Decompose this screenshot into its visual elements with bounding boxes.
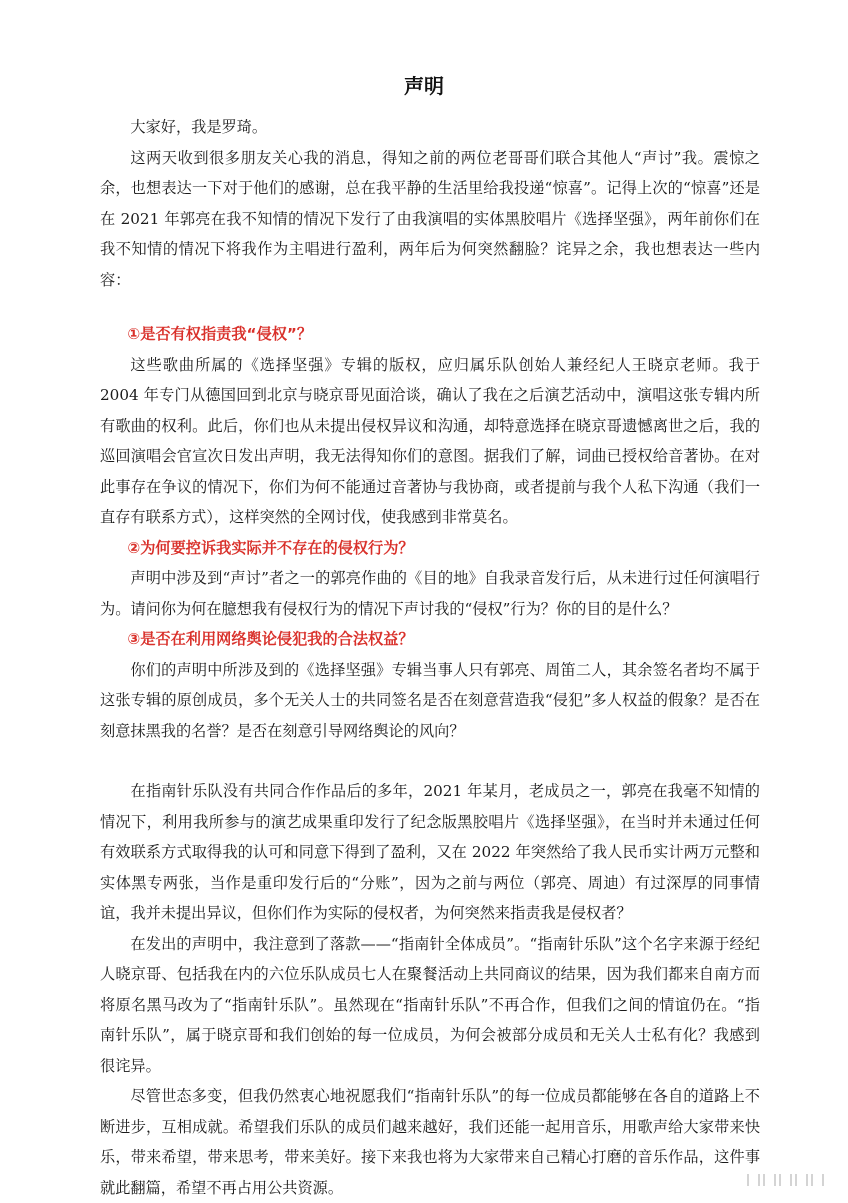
intro-paragraph: 这两天收到很多朋友关心我的消息，得知之前的两位老哥哥们联合其他人“声讨”我。震惊之余，也想表达一下对于他们的感谢，总在我平静的生活里给我投递“惊喜”。记得上次的“惊喜”还是在 2021 年郭亮在我不知情的情况下发行了由我演唱的实体黑胶唱片《选择坚强》，两年前你们在我不知情的情况下将我作为主唱进行盈利，两年后为何突然翻脸？诧异之余，我也想表达一些内容： <box>100 148 760 289</box>
section-spacer <box>100 295 760 319</box>
section-body-3: 你们的声明中所涉及到的《选择坚强》专辑当事人只有郭亮、周笛二人，其余签名者均不属于这张专辑的原创成员，多个无关人士的共同签名是否在刻意营造我“侵犯”多人权益的假象？是否在刻意抹黑我的名誉？是否在刻意引导网络舆论的风向？ <box>100 660 760 740</box>
greeting-paragraph: 大家好，我是罗琦。 <box>130 118 268 136</box>
watermark-bar <box>795 1174 808 1186</box>
closing-paragraph-3: 尽管世态多变，但我仍然衷心地祝愿我们“指南针乐队”的每一位成员都能够在各自的道路上不断进步，互相成就。希望我们乐队的成员们越来越好，我们还能一起用音乐，用歌声给大家带来快乐，带来希望，带来思考，带来美好。接下来我也将为大家带来自己精心打磨的音乐作品，这件事就此翻篇，希望不再占用公共资源。 <box>100 1087 760 1197</box>
page-title: 声明 <box>404 74 444 98</box>
section-body-1: 这些歌曲所属的《选择坚强》专辑的版权，应归属乐队创始人兼经纪人王晓京老师。我于 2004 年专门从德国回到北京与晓京哥见面洽谈，确认了我在之后演艺活动中，演唱这张专辑内所有歌曲的权利。此后，你们也从未提出侵权异议和沟通，却特意选择在晓京哥遗憾离世之后，我的巡回演唱会官宣次日发出声明，我无法得知你们的意图。据我们了解，词曲已授权给音著协。在对此事存在争议的情况下，你们为何不能通过音著协与我协商，或者提前与我个人私下沟通（我们一直存有联系方式），这样突然的全网讨伐，使我感到非常莫名。 <box>100 355 760 526</box>
watermark-bar <box>779 1174 792 1186</box>
section-body-2: 声明中涉及到“声讨”者之一的郭亮作曲的《目的地》自我录音发行后，从未进行过任何演唱行为。请问你为何在臆想我有侵权行为的情况下声讨我的“侵权”行为？你的目的是什么？ <box>100 569 760 618</box>
watermark-bar <box>763 1174 776 1186</box>
watermark-bar <box>811 1174 824 1186</box>
closing-paragraph-1: 在指南针乐队没有共同合作作品后的多年，2021 年某月，老成员之一，郭亮在我毫不知情的情况下，利用我所参与的演艺成果重印发行了纪念版黑胶唱片《选择坚强》，在当时并未通过任何有效联系方式取得我的认可和同意下得到了盈利，又在 2022 年突然给了我人民币实计两万元整和实体黑专两张，当作是重印发行后的“分账”，因为之前与两位（郭亮、周迪）有过深厚的同事情谊，我并未提出异议，但你们作为实际的侵权者，为何突然来指责我是侵权者？ <box>100 782 760 922</box>
watermark-mark <box>747 1174 824 1186</box>
section-heading-3: ③是否在利用网络舆论侵犯我的合法权益？ <box>127 630 414 648</box>
section-spacer <box>100 746 760 776</box>
section-heading-2: ②为何要控诉我实际并不存在的侵权行为？ <box>127 538 414 557</box>
watermark-bar <box>747 1174 760 1186</box>
document-body <box>100 112 760 1203</box>
section-heading-1: ①是否有权指责我“侵权”？ <box>127 325 313 343</box>
closing-paragraph-2: 在发出的声明中，我注意到了落款——“指南针全体成员”。“指南针乐队”这个名字来源于经纪人晓京哥、包括我在内的六位乐队成员七人在聚餐活动上共同商议的结果，因为我们都来自南方而将原名黑马改为了“指南针乐队”。虽然现在“指南针乐队”不再合作，但我们之间的情谊仍在。“指南针乐队”，属于晓京哥和我们创始的每一位成员，为何会被部分成员和无关人士私有化？我感到很诧异。 <box>100 934 760 1075</box>
